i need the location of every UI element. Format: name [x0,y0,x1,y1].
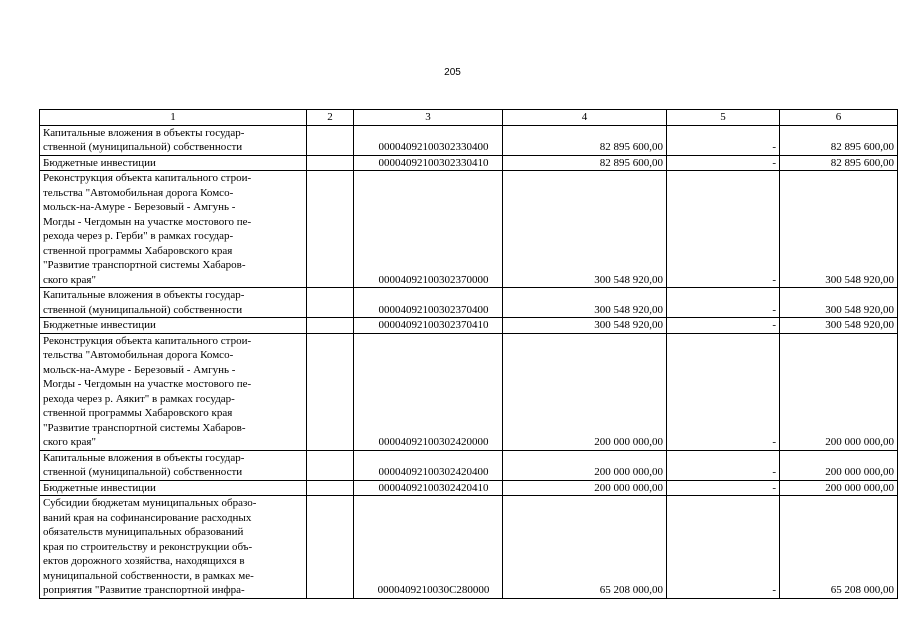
table-row [40,318,898,334]
row-col5-cell: - [667,450,780,480]
row-name-cell [40,450,307,480]
row-name-line: ского края" [43,273,96,286]
table-row [40,171,898,288]
row-col5-cell: - [667,318,780,334]
table-row [40,496,898,599]
row-name-cell [40,333,307,450]
row-col4-cell: 300 548 920,00 [503,288,667,318]
row-name-line: тельства "Автомобильная дорога Комсо- [43,186,234,199]
row-name-line: ского края" [43,436,96,448]
row-name-line: ственной (муниципальной) собственности [43,466,243,478]
row-col2-cell [307,450,354,480]
row-col4-cell: 300 548 920,00 [503,171,667,288]
table-row [40,288,898,318]
row-col6-cell: 200 000 000,00 [780,450,898,480]
header-cell-2: 2 [307,110,354,126]
row-col4-cell: 200 000 000,00 [503,333,667,450]
row-name-line: муниципальной собственности, в рамках ме- [43,569,254,582]
row-code-cell: 00004092100302420400 [354,450,503,480]
row-name-cell [40,155,307,171]
table-row [40,450,898,480]
row-name-line: ственной программы Хабаровского края [43,407,233,419]
row-col6-cell: 200 000 000,00 [780,333,898,450]
row-name-line: Могды - Чегдомын на участке мостового пе- [43,215,252,228]
header-cell-1: 1 [40,110,307,126]
row-name-line: ственной (муниципальной) собственности [43,303,243,316]
header-cell-4: 4 [503,110,667,126]
row-code-cell: 0000409210030С280000 [354,496,503,599]
row-name-line: тельства "Автомобильная дорога Комсо- [43,349,234,361]
row-name-line: Бюджетные инвестиции [43,319,156,331]
row-name-cell [40,125,307,155]
row-code-cell: 00004092100302420410 [354,480,503,496]
row-name-line: роприятия "Развитие транспортной инфра- [43,584,245,596]
row-name-line: Субсидии бюджетам муниципальных образо- [43,497,257,509]
table-row [40,333,898,450]
row-name-line: Капитальные вложения в объекты государ- [43,126,245,139]
row-name-line: Капитальные вложения в объекты государ- [43,451,245,464]
row-col4-cell: 200 000 000,00 [503,480,667,496]
row-name-line: Могды - Чегдомын на участке мостового пе- [43,378,252,390]
row-col5-cell: - [667,125,780,155]
row-code-cell: 00004092100302370400 [354,288,503,318]
row-col4-cell: 82 895 600,00 [503,155,667,171]
row-code-cell: 00004092100302420000 [354,333,503,450]
row-col5-cell: - [667,480,780,496]
row-name-line: обязательств муниципальных образований [43,526,244,538]
row-name-line: рехода через р. Герби" в рамках государ- [43,230,234,242]
row-col4-cell: 65 208 000,00 [503,496,667,599]
row-name-line: "Развитие транспортной системы Хабаров- [43,259,246,271]
table-row [40,480,898,496]
row-col6-cell: 65 208 000,00 [780,496,898,599]
row-col2-cell [307,480,354,496]
row-col6-cell: 300 548 920,00 [780,318,898,334]
row-col6-cell: 300 548 920,00 [780,288,898,318]
header-cell-5: 5 [667,110,780,126]
row-col6-cell: 200 000 000,00 [780,480,898,496]
table-header-row [40,110,898,126]
row-name-line: рехода через р. Аякит" в рамках государ- [43,392,235,405]
row-name-line: Бюджетные инвестиции [43,156,156,169]
row-col6-cell: 82 895 600,00 [780,155,898,171]
row-col5-cell: - [667,155,780,171]
row-code-cell: 00004092100302330400 [354,125,503,155]
row-col2-cell [307,333,354,450]
row-col2-cell [307,318,354,334]
row-name-line: Реконструкция объекта капитального строи- [43,334,252,347]
row-name-line: ваний края на софинансирование расходных [43,511,252,524]
row-col4-cell: 82 895 600,00 [503,125,667,155]
row-col5-cell: - [667,171,780,288]
row-col2-cell [307,288,354,318]
row-name-line: ектов дорожного хозяйства, находящихся в [43,555,245,567]
row-name-line: ственной (муниципальной) собственности [43,141,243,153]
row-name-line: Капитальные вложения в объекты государ- [43,289,245,301]
table-row [40,125,898,155]
page-number: 205 [444,67,461,78]
row-name-line: мольск-на-Амуре - Березовый - Амгунь - [43,363,236,376]
row-col6-cell: 82 895 600,00 [780,125,898,155]
row-name-line: мольск-на-Амуре - Березовый - Амгунь - [43,201,236,213]
row-col2-cell [307,125,354,155]
row-col2-cell [307,171,354,288]
row-col5-cell: - [667,288,780,318]
row-code-cell: 00004092100302370000 [354,171,503,288]
row-name-line: Реконструкция объекта капитального строи- [43,172,252,184]
row-name-line: ственной программы Хабаровского края [43,244,233,257]
row-name-cell [40,171,307,288]
row-name-cell [40,480,307,496]
header-cell-6: 6 [780,110,898,126]
row-code-cell: 00004092100302330410 [354,155,503,171]
table-row [40,155,898,171]
row-col4-cell: 300 548 920,00 [503,318,667,334]
row-col6-cell: 300 548 920,00 [780,171,898,288]
row-col4-cell: 200 000 000,00 [503,450,667,480]
row-name-line: Бюджетные инвестиции [43,481,156,494]
row-col2-cell [307,155,354,171]
header-cell-3: 3 [354,110,503,126]
row-name-cell [40,288,307,318]
row-name-line: "Развитие транспортной системы Хабаров- [43,421,246,434]
row-name-cell [40,496,307,599]
row-col5-cell: - [667,496,780,599]
budget-table [39,109,898,599]
row-code-cell: 00004092100302370410 [354,318,503,334]
row-col5-cell: - [667,333,780,450]
row-col2-cell [307,496,354,599]
row-name-line: края по строительству и реконструкции объ- [43,540,253,553]
row-name-cell [40,318,307,334]
